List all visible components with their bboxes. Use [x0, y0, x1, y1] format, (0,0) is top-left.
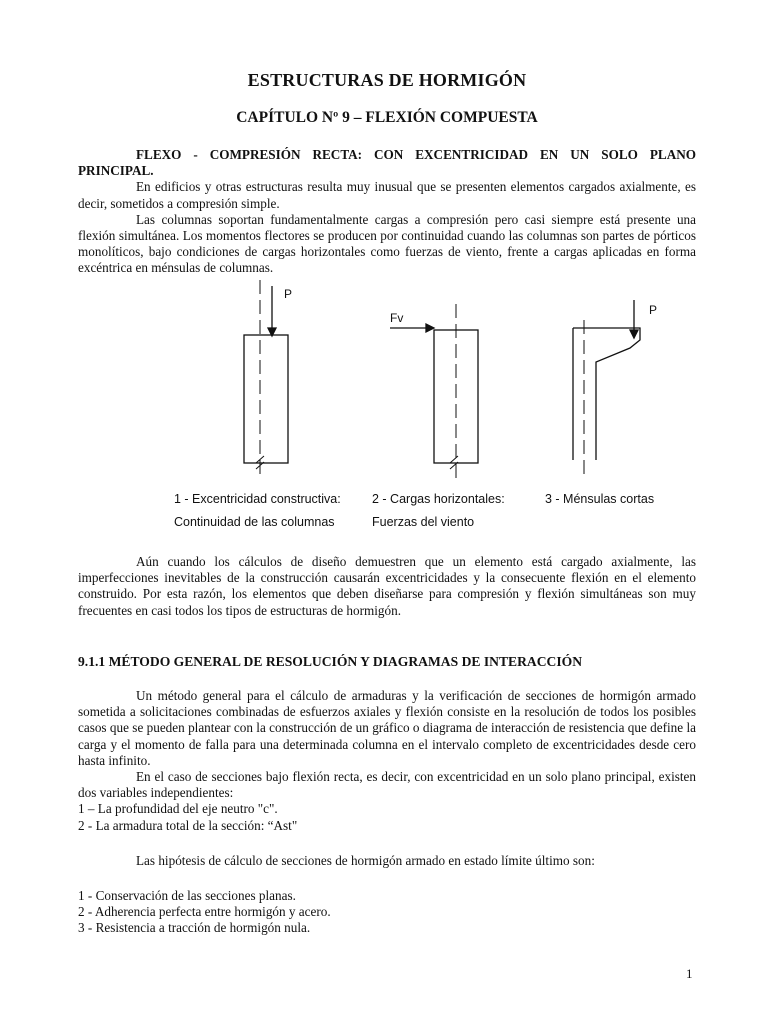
- section-paragraph-2: En el caso de secciones bajo flexión recta, es decir, con excentricidad en un solo plano principal, existen dos variables independientes:: [78, 769, 696, 801]
- section-body-block: [78, 688, 696, 834]
- caption-2-line-1: 2 - Cargas horizontales:: [372, 492, 505, 506]
- section-paragraph-1: Un método general para el cálculo de armaduras y la verificación de secciones de hormigón armado sometida a solicitaciones combinadas de esfuerzos axiales y flexión consiste en la resolución de todos los posibles casos que se pueden plantear con la construcción de un gráfico o diagrama de interacción de resistencia que define la carga y el momento de falla para una determinada columna en el intervalo completo de excentricidades desde cero hasta infinito.: [78, 688, 696, 768]
- hypothesis-item-2: 2 - Adherencia perfecta entre hormigón y acero.: [78, 904, 331, 920]
- variable-item-2: 2 - La armadura total de la sección: “Ast": [78, 817, 298, 833]
- page-number: 1: [686, 966, 693, 981]
- section-title-block: [78, 654, 696, 670]
- wind-load-arrow: [426, 324, 434, 332]
- column-figure: [78, 280, 696, 535]
- load-p-label-3: P: [649, 303, 658, 317]
- caption-1-line-1: 1 - Excentricidad constructiva:: [174, 492, 341, 506]
- caption-2-line-2: Fuerzas del viento: [372, 515, 475, 529]
- column-3-corbel-outline: [573, 328, 640, 460]
- after-figure-block: [78, 554, 696, 619]
- load-p-label-1: P: [284, 287, 293, 301]
- hypothesis-intro: Las hipótesis de cálculo de secciones de hormigón armado en estado límite último son:: [136, 853, 595, 868]
- intro-block: [78, 147, 696, 277]
- caption-3-line-1: 3 - Ménsulas cortas: [545, 492, 655, 506]
- after-figure-paragraph: Aún cuando los cálculos de diseño demuestren que un elemento está cargado axialmente, las imperfecciones inevitables de la construcción causarán excentricidades y la consecuente flexión en el elemento construido. Por esta razón, los elementos que deben diseñarse para compresión y flexión simultáneas son muy frecuentes en casi todos los tipos de estructuras de hormigón.: [78, 554, 696, 618]
- chapter-title: CAPÍTULO Nº 9 – FLEXIÓN COMPUESTA: [236, 109, 538, 126]
- column-3-diagram: [573, 300, 640, 480]
- hypothesis-intro-block: [78, 853, 696, 869]
- section-title: 9.1.1 MÉTODO GENERAL DE RESOLUCIÓN Y DIAGRAMAS DE INTERACCIÓN: [78, 654, 583, 669]
- hypothesis-item-1: 1 - Conservación de las secciones planas.: [78, 888, 296, 903]
- variable-item-1: 1 – La profundidad del eje neutro "c".: [78, 801, 278, 817]
- hypotheses-list: [78, 888, 696, 937]
- hypothesis-item-3: 3 - Resistencia a tracción de hormigón nula.: [78, 920, 311, 936]
- column-3-load-arrow: [630, 330, 638, 338]
- column-1-diagram: [244, 280, 288, 480]
- variables-list: [78, 801, 696, 833]
- document-title: ESTRUCTURAS DE HORMIGÓN: [247, 70, 527, 90]
- subtitle: FLEXO - COMPRESIÓN RECTA: CON EXCENTRICIDAD EN UN SOLO PLANO PRINCIPAL.: [78, 147, 696, 179]
- intro-paragraph-2: Las columnas soportan fundamentalmente cargas a compresión pero casi siempre está presente una flexión simultánea. Los momentos flectores se producen por continuidad cuando las columnas son partes de pórticos monolíticos, bajo condiciones de cargas horizontales como fuerzas de viento, frente a cargas aplicadas en forma excéntrica en ménsulas de columnas.: [78, 211, 696, 276]
- caption-1-line-2: Continuidad de las columnas: [174, 515, 335, 529]
- column-2-diagram: [390, 304, 478, 480]
- intro-paragraph-1: En edificios y otras estructuras resulta muy inusual que se presenten elementos cargados axialmente, es decir, sometidos a compresión simple.: [78, 179, 696, 211]
- column-1-body: [244, 335, 288, 463]
- wind-load-label: Fv: [390, 311, 404, 325]
